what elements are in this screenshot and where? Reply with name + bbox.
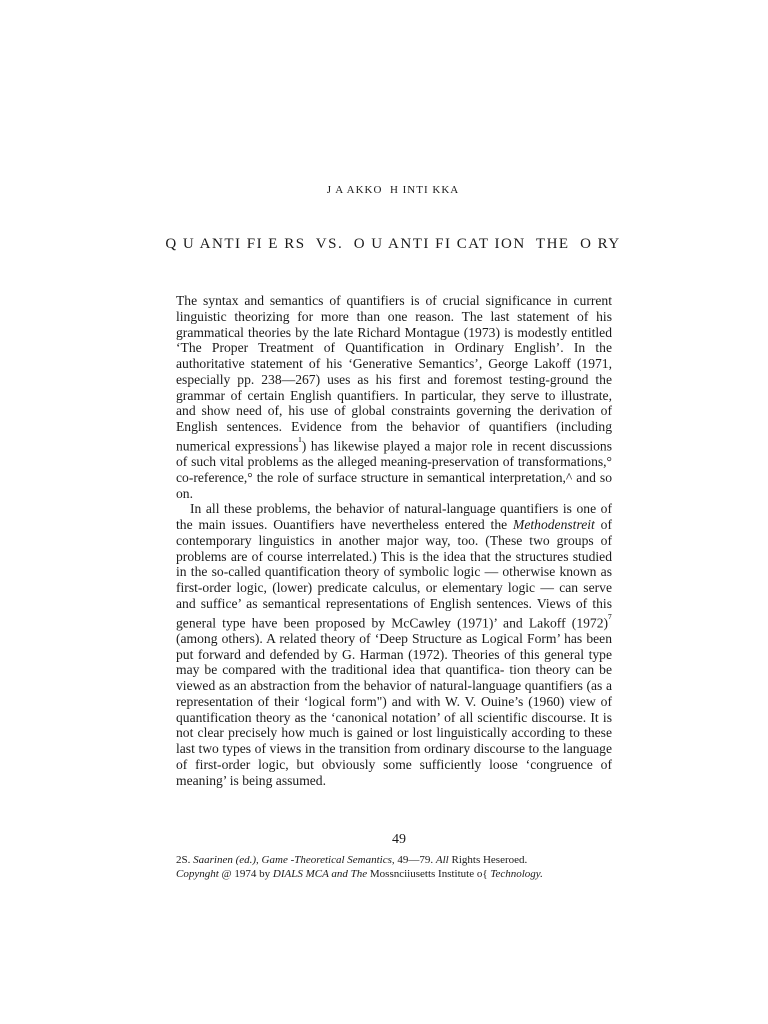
footer-citation [176,853,616,881]
footer-line-copyright: Copynght @ 1974 by DIALS MCA and The Mossnciiusetts Institute o{ Technology. [176,868,543,880]
footnote-marker: ¹ [298,435,302,448]
chapter-title: Q U ANTI FI E RS VS. O U ANTI FI CAT ION THE O RY [165,236,621,252]
body-text [176,293,612,788]
footer-line-source: 2S. Saarinen (ed.), Game -Theoretical Semantics, 49—79. All Rights Heseroed. [176,854,528,866]
page-number: 49 [392,832,406,847]
author-name: J A AKKO H INTI KKA [326,184,460,196]
paragraph-2: In all these problems, the behavior of natural-language quantifiers is one of the main issues. Ouantifiers have nevertheless entered the Methodenstreit of contemporary linguistics in another major way, too. (These two groups of problems are of course interrelated.) This is the idea that the structures studied in the so-called quantification theory of symbolic logic — otherwise known as first-order logic, (lower) predicate calculus, or elementary logic — can serve and suffice’ as semantical representations of English sentences. Views of this general type have been proposed by McCawley (1971)’ and Lakoff $(1972)^{^7}$ (among others). A related theory of ‘Deep Structure as Logical Form’ has been put forward and defended by G. Harman (1972). Theories of this general type may be compared with the traditional idea that quantifica- tion theory can be viewed as an abstraction from the behavior of natural-language quantifiers (as a representation of their ‘logical form") and with W. V. Ouine’s (1960) view of quantification theory as the ‘canonical notation’ of all scientific discourse. It is not clear precisely how much is gained or lost linguistically according to these last two types of views in the transition from ordinary discourse to the language of first-order logic, but obviously some sufficiently loose ‘congruence of meaning’ is being assumed. [176,501,612,788]
footnote-marker: ⁷ [608,612,612,625]
paragraph-1: The syntax and semantics of quantifiers is of crucial significance in current linguistic theorizing for more than one reason. The last statement of his grammatical theories by the late Richard Montague (1973) is modestly entitled ‘The Proper Treatment of Quantification in Ordinary English’. In the authoritative statement of his ‘Generative Semantics’, George Lakoff (1971, especially pp. 238—267) uses as his first and foremost testing-ground the grammar of certain English quantifiers. In particular, they serve to illustrate, and show need of, his use of global constraints governing the derivation of English sentences. Evidence from the behavior of quantifiers (including numerical expressions$^{^1}$) has likewise played a major role in recent discussions of such vital problems as the alleged meaning-preservation of transformations,° co-reference,° the role of surface structure in semantical interpretation,^ and so on. [176,293,612,501]
italic-term: Methodenstreit [513,517,595,533]
